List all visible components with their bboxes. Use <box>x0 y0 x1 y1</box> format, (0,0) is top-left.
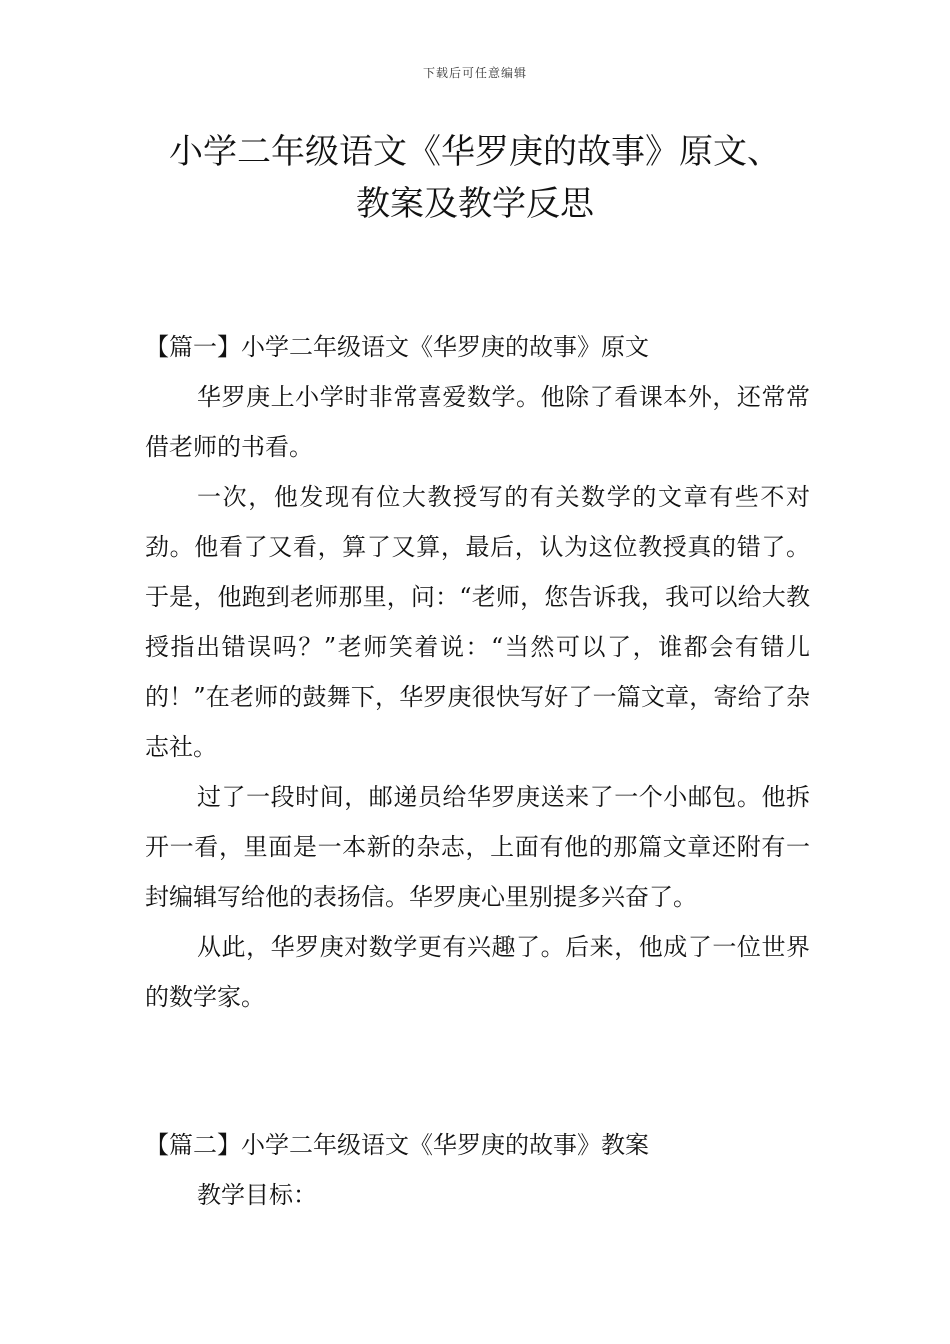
title-line-2: 教案及教学反思 <box>356 184 594 224</box>
section-heading: 【篇一】小学二年级语文《华罗庚的故事》原文 <box>145 333 649 361</box>
section-original-text <box>145 322 810 1022</box>
paragraph: 教学目标： <box>197 1181 317 1209</box>
document-title <box>100 126 850 230</box>
section-heading: 【篇二】小学二年级语文《华罗庚的故事》教案 <box>145 1131 649 1159</box>
header-note: 下载后可任意编辑 <box>422 66 527 80</box>
section-lesson-plan <box>145 1120 810 1220</box>
paragraph: 过了一段时间，邮递员给华罗庚送来了一个小邮包。他拆开一看，里面是一本新的杂志，上面有他的那篇文章还附有一封编辑写给他的表扬信。华罗庚心里别提多兴奋了。 <box>145 783 810 911</box>
paragraph: 华罗庚上小学时非常喜爱数学。他除了看课本外，还常常借老师的书看。 <box>145 383 810 461</box>
paragraph: 从此，华罗庚对数学更有兴趣了。后来，他成了一位世界的数学家。 <box>145 933 810 1011</box>
paragraph: 一次，他发现有位大教授写的有关数学的文章有些不对劲。他看了又看，算了又算，最后，认为这位教授真的错了。于是，他跑到老师那里，问：“老师，您告诉我，我可以给大教授指出错误吗？”老师笑着说：“当然可以了，谁都会有错儿的！”在老师的鼓舞下，华罗庚很快写好了一篇文章，寄给了杂志社。 <box>145 483 810 761</box>
title-line-1: 小学二年级语文《华罗庚的故事》原文、 <box>169 132 781 172</box>
